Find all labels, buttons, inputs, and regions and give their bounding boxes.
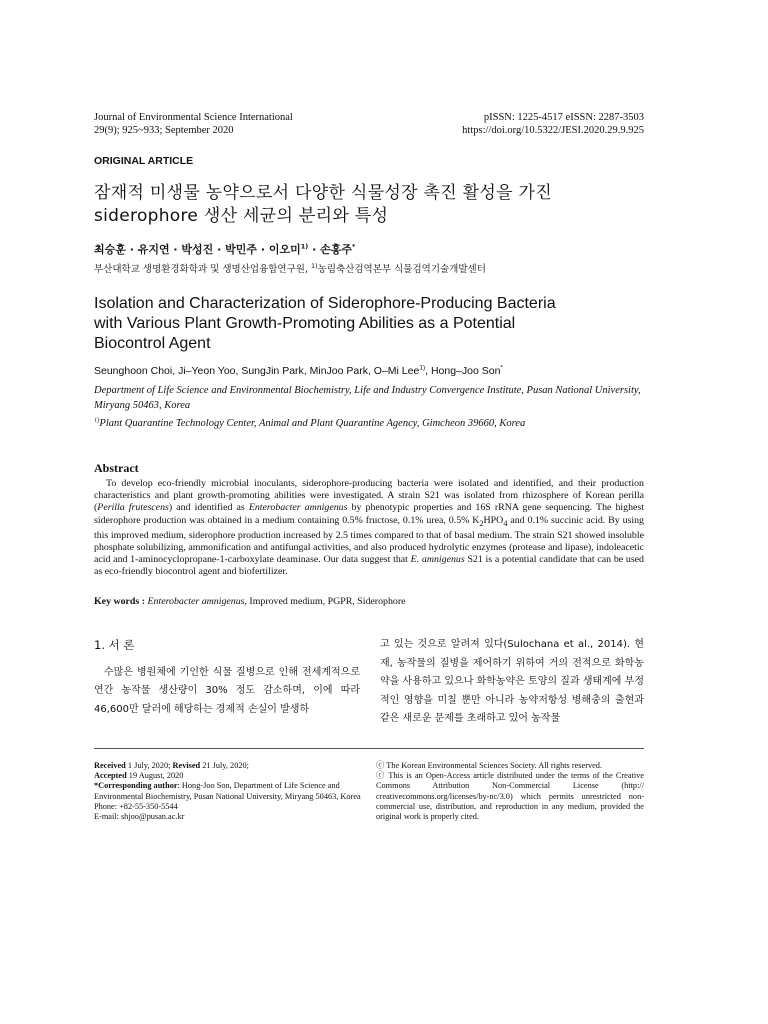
copyright-notice: ⓒ The Korean Environmental Sciences Society. All rights reserved.	[376, 761, 603, 770]
accepted-date: 19 August, 2020	[126, 771, 184, 781]
phone: Phone: +82-55-350-5544	[94, 801, 178, 811]
korean-affil-sup: 1)	[311, 261, 318, 270]
abstract-body	[94, 478, 644, 579]
korean-affil-2: 농림축산검역본부 식물검역기술개발센터	[317, 264, 486, 275]
english-authors	[94, 365, 503, 377]
english-title-line1: Isolation and Characterization of Siderophore-Producing Bacteria	[94, 295, 556, 312]
revised-label: Revised	[172, 761, 201, 770]
abstract-text: S21 is a potential candidate that can be used as eco-friendly biocontrol agent and biofertilizer.	[94, 554, 644, 578]
accepted-line	[94, 771, 364, 781]
received-date: 1 July, 2020;	[125, 761, 173, 770]
received-line	[94, 761, 364, 771]
corr-text: : Hong-Joo Son, Department of Life Science and Environmental Biochemistry, Pusan National University, Miryang 50463, Korea	[94, 781, 361, 801]
intro-column-right	[380, 636, 644, 729]
footnote-right	[376, 761, 644, 822]
article-type: ORIGINAL ARTICLE	[94, 155, 194, 167]
corresponding-author	[94, 781, 364, 801]
korean-authors	[94, 241, 355, 257]
abstract-subscript: 2	[479, 518, 484, 528]
received-label: Received	[94, 761, 126, 770]
korean-authors-main: 최승훈 · 유지연 · 박성진 · 박민주 · 이오미	[94, 243, 301, 256]
english-affil-1: Department of Life Science and Environmental Biochemistry, Life and Industry Convergence Institute, Pusan National University, Miryang 50463, Korea	[94, 385, 641, 411]
english-authors-last: , Hong–Joo Son	[425, 365, 501, 377]
section-heading: 1. 서 론	[94, 638, 135, 652]
abstract-text: To develop eco-friendly microbial inoculants, siderophore-producing bacteria were isolated and identified, and their production characteristics and plant growth-promoting abilities were investigated. A strain S21 was isolated from rhizosphere of Korean perilla (	[94, 478, 644, 514]
english-title-line3: Biocontrol Agent	[94, 335, 211, 352]
korean-title-line2: siderophore 생산 세균의 분리와 특성	[94, 206, 389, 226]
english-affiliations	[94, 383, 654, 434]
abstract-text: HPO	[483, 514, 504, 526]
english-affil-2	[94, 416, 654, 431]
intro-paragraph: 수많은 병원체에 기인한 식물 질병으로 인해 전세계적으로 연간 농작물 생산량이 30% 정도 감소하며, 이에 따라 46,600만 달러에 해당하는 경제적 손실이 발생하	[94, 666, 360, 715]
english-authors-main: Seunghoon Choi, Ji–Yeon Yoo, SungJin Park, MinJoo Park, O–Mi Lee	[94, 365, 420, 377]
english-affil-sup: 1)	[94, 416, 100, 424]
keywords	[94, 596, 406, 607]
journal-name: Journal of Environmental Science International	[94, 112, 293, 123]
corr-label: *Corresponding author	[94, 781, 178, 791]
english-title	[94, 294, 654, 354]
email[interactable]: E-mail: shjoo@pusan.ac.kr	[94, 812, 185, 822]
abstract-species: E. amnigenus	[410, 554, 465, 566]
footnote-left	[94, 761, 364, 822]
abstract-species: Enterobacter amnigenus	[248, 502, 348, 514]
korean-title	[94, 182, 654, 228]
journal-identifiers	[462, 111, 644, 137]
english-author-sup: 1)	[419, 364, 426, 372]
korean-authors-last: · 손홍주	[308, 243, 352, 256]
keywords-label: Key words :	[94, 596, 148, 607]
english-affil-2-text: Plant Quarantine Technology Center, Animal and Plant Quarantine Agency, Gimcheon 39660, Korea	[99, 418, 526, 429]
abstract-text: and 0.1% succinic acid. By using this improved medium, siderophore production increased by 2.5 times compared to that of basal medium. The strain S21 showed insoluble phosphate solubilizing, ammonification and antifungal activities, and also produced hydrolytic enzymes (protease and lipase), indoleacetic acid and 1-aminocyclopropane-1-carboxylate deaminase. Our data suggest that	[94, 514, 644, 566]
korean-affil-1: 부산대학교 생명환경화학과 및 생명산업융합연구원,	[94, 264, 311, 275]
abstract-subscript: 4	[503, 518, 508, 528]
korean-author-sup: 1)	[300, 242, 309, 251]
journal-volume: 29(9); 925~933; September 2020	[94, 125, 234, 136]
accepted-label: Accepted	[94, 771, 127, 781]
keywords-list: , Improved medium, PGPR, Siderophore	[244, 596, 406, 607]
english-title-line2: with Various Plant Growth-Promoting Abilities as a Potential	[94, 315, 516, 332]
english-corr-mark: *	[500, 364, 503, 372]
abstract-text: by phenotypic properties and 16S rRNA gene sequencing. The highest siderophore production was obtained in a medium containing 0.5% fructose, 0.1% urea, 0.5% K	[94, 502, 645, 526]
issn: pISSN: 1225-4517 eISSN: 2287-3503	[483, 112, 644, 123]
intro-paragraph: 고 있는 것으로 알려져 있다(Sulochana et al., 2014). 현재, 농작물의 질병을 제어하기 위하여 거의 전적으로 화학농약을 사용하고 있으나 화학농약은 토양의 질과 생태계에 부정적인 영향을 미칠 뿐만 아니라 농약저항성 병해충의 출현과 같은 새로운 문제를 초래하고 있어 농작물	[380, 639, 644, 724]
korean-corr-mark: *	[351, 242, 356, 251]
abstract-heading: Abstract	[94, 461, 139, 475]
journal-citation	[94, 111, 293, 137]
intro-column-left	[94, 636, 360, 719]
korean-affiliations	[94, 261, 486, 275]
doi-link[interactable]: https://doi.org/10.5322/JESI.2020.29.9.925	[462, 125, 644, 136]
footnote-divider	[94, 748, 644, 749]
license-notice: ⓒ This is an Open-Access article distributed under the terms of the Creative Commons Attribution Non-Commercial License (http:// creativecommons.org/licenses/by-nc/3.0) which permits unrestricted non-commercial use, distribution, and reproduction in any medium, provided the original work is properly cited.	[376, 771, 644, 822]
keyword-species: Enterobacter amnigenus	[147, 596, 245, 607]
abstract-text: ) and identified as	[168, 502, 249, 514]
abstract-species: Perilla frutescens	[97, 502, 169, 514]
korean-title-line1: 잠재적 미생물 농약으로서 다양한 식물성장 촉진 활성을 가진	[94, 183, 552, 203]
revised-date: 21 July, 2020;	[200, 761, 249, 770]
